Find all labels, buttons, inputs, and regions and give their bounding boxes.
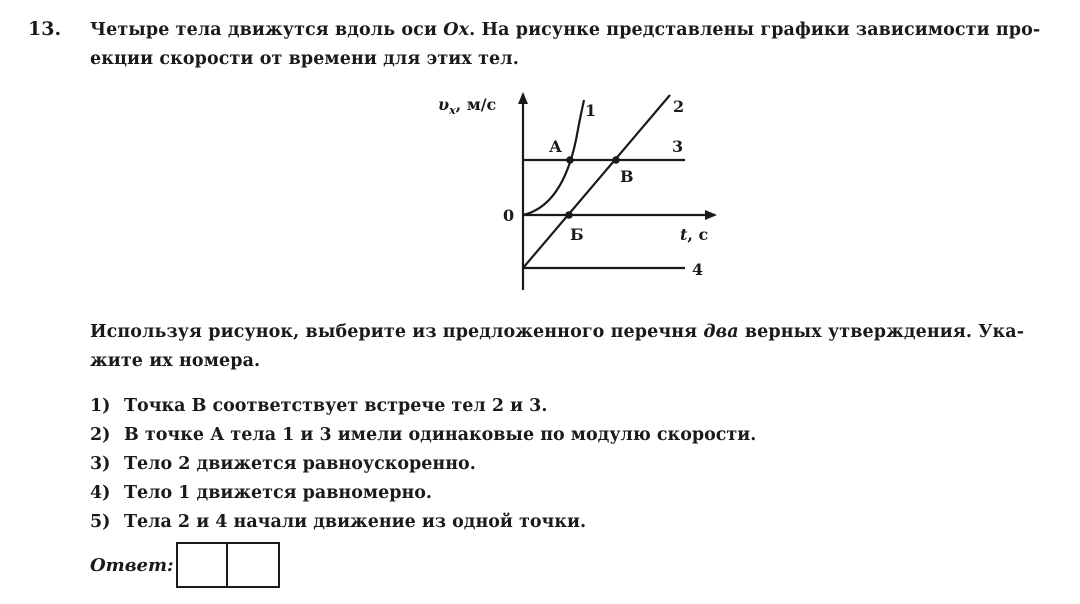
curve-label-1: 1	[585, 101, 597, 120]
instruction	[90, 318, 1050, 376]
point-a-dot	[566, 156, 574, 164]
curve-label-2: 2	[673, 97, 685, 116]
axis-name: Ox	[443, 20, 470, 40]
intro-line-2: екции скорости от времени для этих тел.	[90, 49, 519, 69]
option-1: 1) Точка В соответствует встрече тел 2 и 3.	[90, 396, 548, 416]
option-4: 4) Тело 1 движется равномерно.	[90, 483, 433, 503]
t-axis-label: t, с	[680, 225, 709, 244]
answer-box	[176, 542, 280, 588]
option-5: 5) Тела 2 и 4 начали движение из одной точки.	[90, 512, 587, 532]
graph-2-line	[523, 95, 670, 268]
option-2: 2) В точке А тела 1 и 3 имели одинаковые по модулю скорости.	[90, 425, 757, 445]
options-list	[90, 392, 756, 537]
graph-1-curve	[523, 100, 584, 215]
emphasis-word: два	[703, 322, 739, 342]
question-intro	[90, 16, 1050, 74]
intro-line-1: Четыре тела движутся вдоль оси Ox. На рисунке представлены графики зависимости про-	[90, 20, 1041, 40]
v-axis-label: $\upsilon_x$, м/с	[438, 95, 497, 117]
answer-cell-1[interactable]	[176, 542, 228, 588]
origin-label: 0	[503, 206, 515, 225]
answer-label: Ответ:	[90, 554, 174, 576]
point-b-label: Б	[570, 225, 584, 244]
answer-row	[90, 540, 280, 590]
curve-label-3: 3	[672, 137, 684, 156]
question-number: 13.	[28, 18, 62, 40]
option-3: 3) Тело 2 движется равноускоренно.	[90, 454, 476, 474]
curve-label-4: 4	[692, 260, 704, 279]
point-b-dot	[565, 211, 573, 219]
answer-cell-2[interactable]	[228, 542, 280, 588]
point-v-dot	[612, 156, 620, 164]
point-v-label: В	[620, 167, 634, 186]
instruction-line-2: жите их номера.	[90, 351, 261, 371]
instruction-line-1: Используя рисунок, выберите из предложенного перечня два верных утверждения. Ука-	[90, 322, 1025, 342]
point-a-label: А	[549, 137, 563, 156]
velocity-time-graph	[430, 88, 730, 298]
